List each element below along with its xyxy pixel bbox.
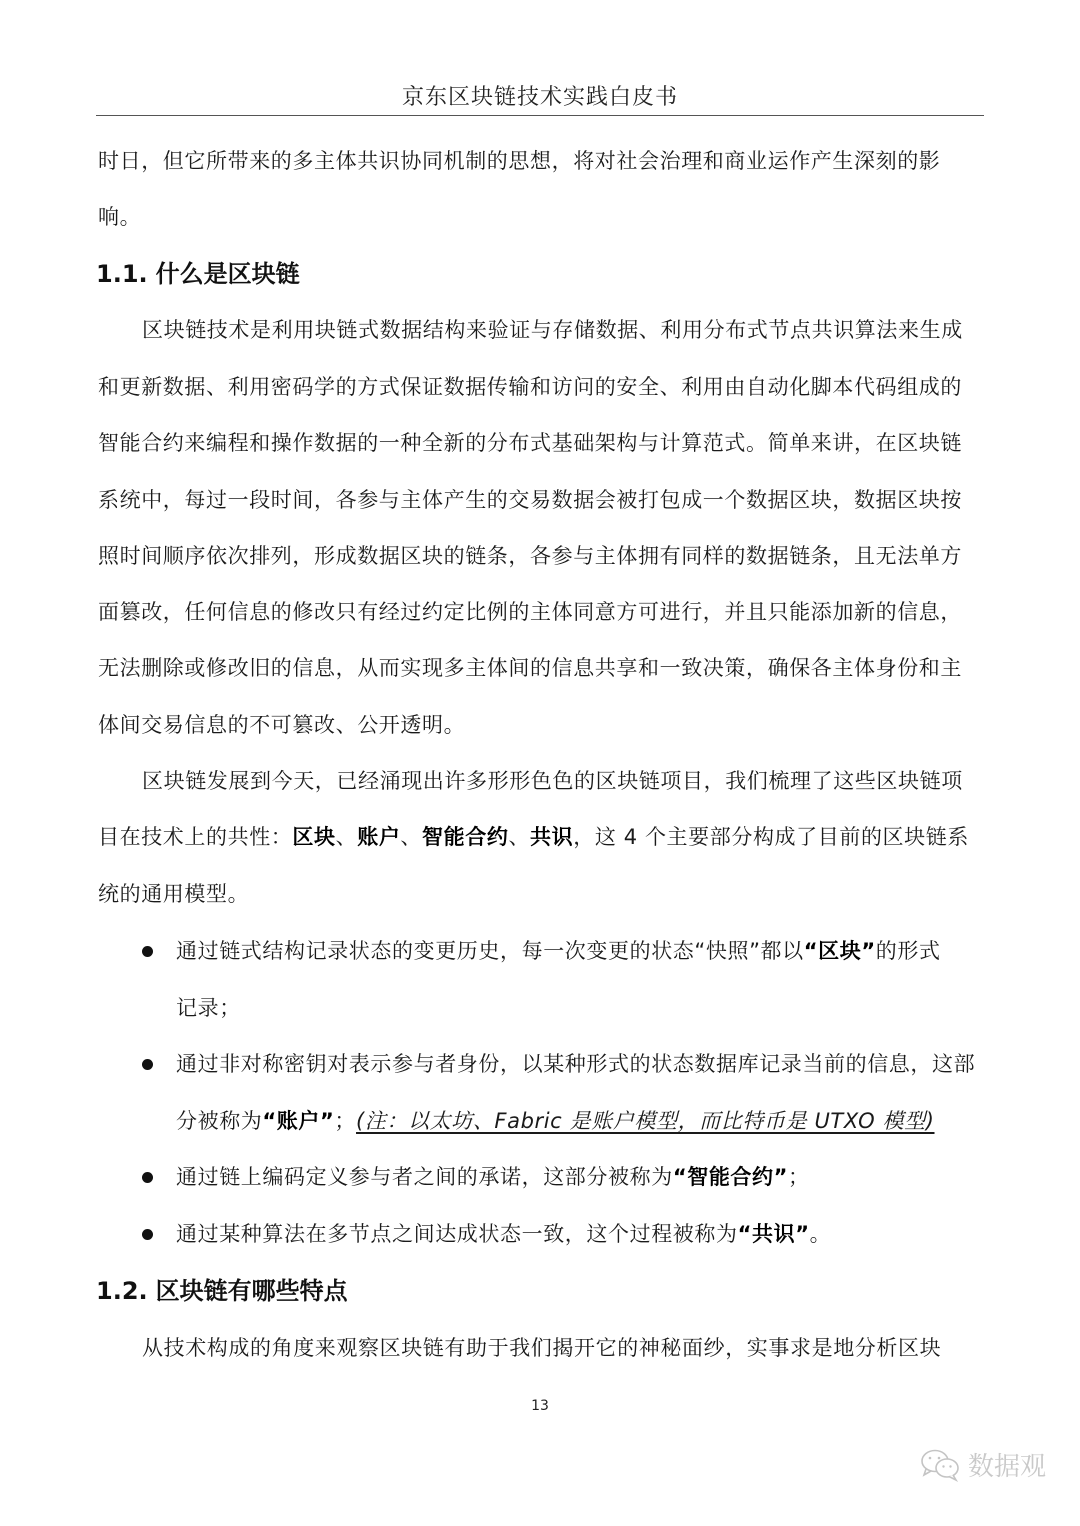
separator: 、 <box>400 825 423 849</box>
text-span: 。 <box>809 1222 832 1246</box>
bullet-icon <box>142 1229 153 1240</box>
bold-term: “账户” <box>262 1109 335 1133</box>
section-title: 区块链有哪些特点 <box>155 1277 348 1305</box>
text-line: 照时间顺序依次排列，形成数据区块的链条，各参与主体拥有同样的数据链条，且无法单方 <box>98 544 962 568</box>
header-title: 京东区块链技术实践白皮书 <box>401 85 678 110</box>
text-line <box>98 822 978 852</box>
text-line: 统的通用模型。 <box>98 882 250 906</box>
text-line <box>176 1219 986 1249</box>
separator: 、 <box>335 825 358 849</box>
key-term-consensus: 共识 <box>530 825 574 849</box>
text-line: 从技术构成的角度来观察区块链有助于我们揭开它的神秘面纱，实事求是地分析区块 <box>142 1336 942 1360</box>
text-line: 面篡改，任何信息的修改只有经过约定比例的主体同意方可进行，并且只能添加新的信息， <box>98 600 962 624</box>
bullet-icon <box>142 1172 153 1183</box>
text-line: 区块链发展到今天，已经涌现出许多形形色色的区块链项目，我们梳理了这些区块链项 <box>142 769 963 793</box>
text-line: 系统中，每过一段时间，各参与主体产生的交易数据会被打包成一个数据区块，数据区块按 <box>98 488 962 512</box>
text-line: 无法删除或修改旧的信息，从而实现多主体间的信息共享和一致决策，确保各主体身份和主 <box>98 656 962 680</box>
bullet-icon <box>142 1059 153 1070</box>
text-line: 记录； <box>176 996 241 1020</box>
text-span: ； <box>788 1165 810 1189</box>
text-span: ，这 4 个主要部分构成了目前的区块链系 <box>573 825 969 849</box>
key-term-account: 账户 <box>357 825 401 849</box>
text-line: 和更新数据、利用密码学的方式保证数据传输和访问的安全、利用由自动化脚本代码组成的 <box>98 375 962 399</box>
separator: 、 <box>508 825 531 849</box>
text-line: 体间交易信息的不可篡改、公开透明。 <box>98 713 466 737</box>
header-divider <box>96 115 984 116</box>
wechat-icon <box>920 1448 962 1482</box>
text-line: 区块链技术是利用块链式数据结构来验证与存储数据、利用分布式节点共识算法来生成 <box>142 318 963 342</box>
section-number: 1.1. <box>96 260 148 288</box>
text-line: 时日，但它所带来的多主体共识协同机制的思想，将对社会治理和商业运作产生深刻的影 <box>98 149 941 173</box>
watermark <box>920 1446 1046 1483</box>
text-line: 通过非对称密钥对表示参与者身份，以某种形式的状态数据库记录当前的信息，这部 <box>176 1052 976 1076</box>
section-title: 什么是区块链 <box>155 260 300 288</box>
text-span: 分被称为 <box>176 1109 263 1133</box>
text-span: 通过链式结构记录状态的变更历史，每一次变更的状态“快照”都以 <box>176 939 804 963</box>
section-heading-1-2 <box>96 1274 348 1308</box>
text-span: 的形式 <box>875 939 941 963</box>
section-heading-1-1 <box>96 257 300 291</box>
text-span: 通过某种算法在多节点之间达成状态一致，这个过程被称为 <box>176 1222 738 1246</box>
bold-term: “区块” <box>803 939 876 963</box>
text-line: 响。 <box>98 205 142 229</box>
text-span: 目在技术上的共性： <box>98 825 293 849</box>
key-term-block: 区块 <box>292 825 336 849</box>
text-line <box>176 1106 986 1136</box>
text-span: 通过链上编码定义参与者之间的承诺，这部分被称为 <box>176 1165 673 1189</box>
footnote-note: (注：以太坊、Fabric 是账户模型，而比特币是 UTXO 模型) <box>356 1109 935 1133</box>
text-span: ； <box>334 1109 357 1133</box>
key-term-smart-contract: 智能合约 <box>422 825 509 849</box>
bullet-icon <box>142 946 153 957</box>
page-number: 13 <box>531 1398 549 1414</box>
watermark-text: 数据观 <box>968 1452 1047 1482</box>
text-line: 智能合约来编程和操作数据的一种全新的分布式基础架构与计算范式。简单来讲，在区块链 <box>98 431 962 455</box>
section-number: 1.2. <box>96 1277 148 1305</box>
text-line <box>176 936 986 966</box>
text-line <box>176 1162 986 1192</box>
bold-term: “智能合约” <box>672 1165 789 1189</box>
bold-term: “共识” <box>737 1222 810 1246</box>
